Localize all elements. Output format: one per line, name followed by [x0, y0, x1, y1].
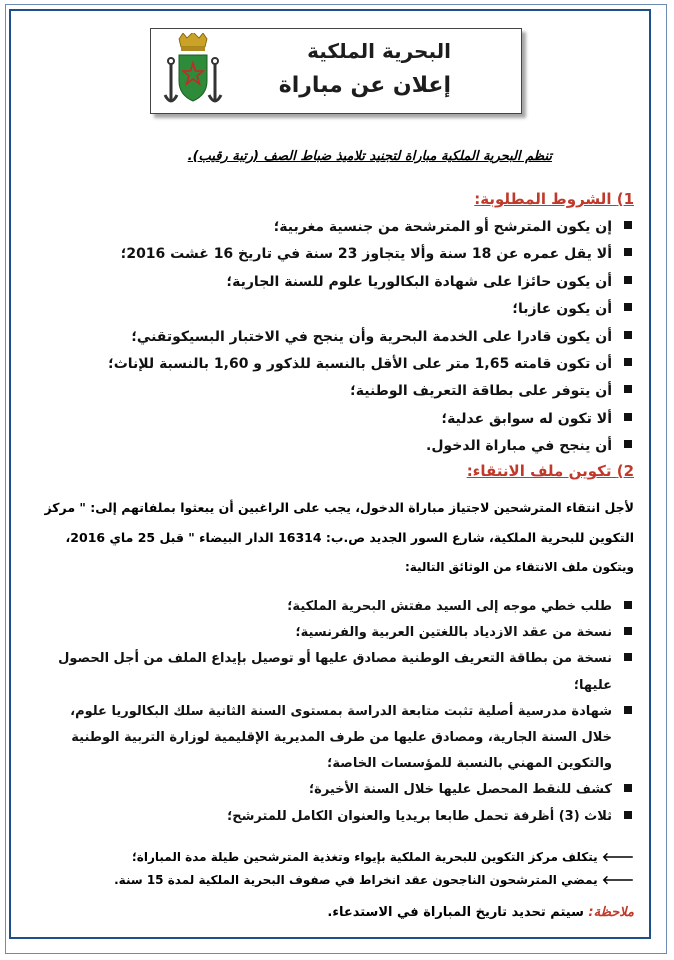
- square-bullet-icon: [624, 221, 632, 229]
- list-item: أن يكون قادرا على الخدمة البحرية وأن ينجح في الاختبار البسيكوتقني؛: [34, 324, 634, 351]
- section2-paragraph-line2: التكوين للبحرية الملكية، شارع السور الجديد ص.ب: 16314 الدار البيضاء " قبل 25 ماي 2016،: [65, 530, 634, 545]
- list-item: أن ينجح في مباراة الدخول.: [34, 433, 634, 460]
- section1-heading: [474, 190, 634, 208]
- note-label: ملاحظة:: [588, 905, 634, 920]
- section2-paragraph-line3: ويتكون ملف الانتقاء من الوثائق التالية:: [404, 560, 634, 574]
- section2-number: 2): [616, 462, 634, 480]
- list-item: ثلاث (3) أظرفة تحمل طابعا بريديا والعنوان الكامل للمترشح؛: [36, 804, 634, 830]
- list-item: طلب خطي موجه إلى السيد مفتش البحرية الملكية؛: [36, 594, 634, 620]
- requirements-list: [34, 214, 634, 461]
- header-box: [150, 28, 522, 114]
- left-arrow-icon: 🡐: [601, 873, 634, 887]
- square-bullet-icon: [624, 358, 632, 366]
- square-bullet-icon: [624, 601, 632, 609]
- arrow-item: 🡐 يتكلف مركز التكوين للبحرية الملكية بإيواء وتغذية المترشحين طيلة مدة المباراة؛: [131, 850, 634, 864]
- documents-list: [36, 594, 634, 830]
- section1-number: 1): [616, 190, 634, 208]
- square-bullet-icon: [624, 784, 632, 792]
- list-item: أن يكون عازبا؛: [34, 296, 634, 323]
- header-title-navy: البحرية الملكية: [307, 39, 451, 63]
- note: [327, 905, 634, 920]
- section2-heading: [467, 462, 634, 480]
- square-bullet-icon: [624, 248, 632, 256]
- list-item: نسخة من بطاقة التعريف الوطنية مصادق عليها أو توصيل بإيداع الملف من أجل الحصول عليها؛: [36, 646, 634, 698]
- square-bullet-icon: [624, 811, 632, 819]
- square-bullet-icon: [624, 331, 632, 339]
- section1-title: الشروط المطلوبة:: [474, 190, 612, 208]
- left-arrow-icon: 🡐: [601, 850, 634, 864]
- section2-title: تكوين ملف الانتقاء:: [466, 462, 612, 480]
- note-text: سيتم تحديد تاريخ المباراة في الاستدعاء.: [327, 905, 584, 920]
- royal-navy-emblem-icon: [161, 33, 225, 109]
- list-item: شهادة مدرسية أصلية تثبت متابعة الدراسة بمستوى السنة الثانية سلك البكالوريا علوم، خلال السنة الجارية، ومصادق عليها من طرف المديرية الإقليمية لوزارة التربية الوطنية والتكوين المهني بالنسبة للمؤسسات الخاصة؛: [36, 699, 634, 778]
- section2-paragraph-line1: لأجل انتقاء المترشحين لاجتياز مباراة الدخول، يجب على الراغبين أن يبعثوا بملفاتهم إلى: " مركز: [44, 500, 634, 515]
- list-item: نسخة من عقد الازدياد باللغتين العربية والفرنسية؛: [36, 620, 634, 646]
- square-bullet-icon: [624, 706, 632, 714]
- list-item: أن يتوفر على بطاقة التعريف الوطنية؛: [34, 378, 634, 405]
- arrow-item: 🡐 يمضي المترشحون الناجحون عقد انخراط في صفوف البحرية الملكية لمدة 15 سنة.: [114, 873, 634, 887]
- square-bullet-icon: [624, 440, 632, 448]
- list-item: أن تكون قامته 1,65 متر على الأقل بالنسبة للذكور و 1,60 بالنسبة للإناث؛: [34, 351, 634, 378]
- list-item: إن يكون المترشح أو المترشحة من جنسية مغربية؛: [34, 214, 634, 241]
- square-bullet-icon: [624, 385, 632, 393]
- header-title-announcement: إعلان عن مباراة: [278, 73, 451, 98]
- list-item: ألا تكون له سوابق عدلية؛: [34, 406, 634, 433]
- intro-text: تنظم البحرية الملكية مباراة لتجنيد تلاميذ ضباط الصف (رتبة رقيب).: [187, 149, 552, 164]
- square-bullet-icon: [624, 653, 632, 661]
- square-bullet-icon: [624, 303, 632, 311]
- list-item: ألا يقل عمره عن 18 سنة وألا يتجاوز 23 سنة في تاريخ 16 غشت 2016؛: [34, 241, 634, 268]
- list-item: أن يكون حائزا على شهادة البكالوريا علوم للسنة الجارية؛: [34, 269, 634, 296]
- list-item: كشف للنقط المحصل عليها خلال السنة الأخيرة؛: [36, 777, 634, 803]
- square-bullet-icon: [624, 276, 632, 284]
- square-bullet-icon: [624, 627, 632, 635]
- square-bullet-icon: [624, 413, 632, 421]
